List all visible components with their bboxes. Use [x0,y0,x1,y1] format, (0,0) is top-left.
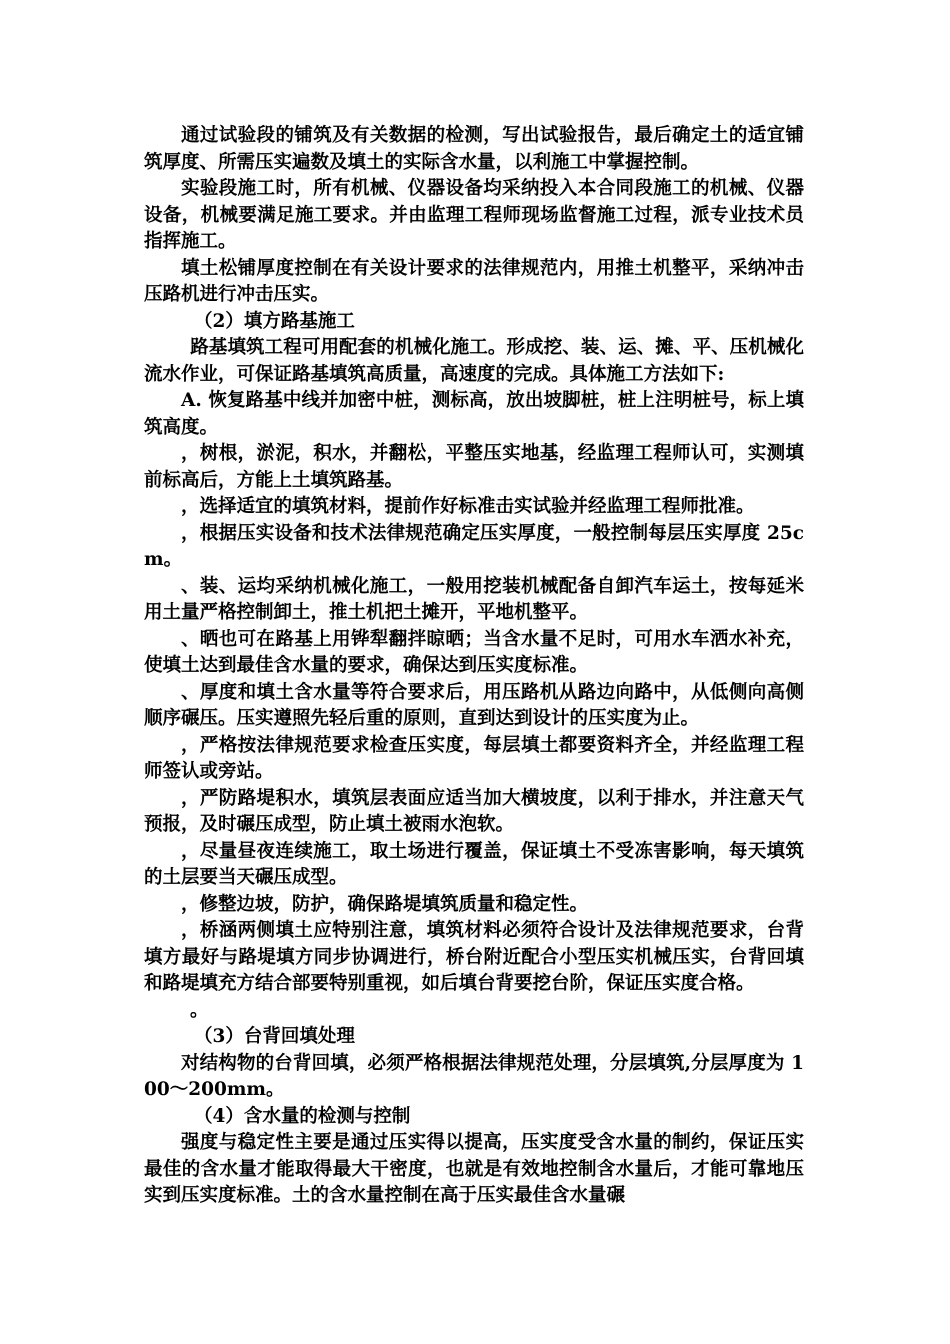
list-item-a-centerline: A. 恢复路基中线并加密中桩，测标高，放出坡脚桩，桩上注明桩号，标上填筑高度。 [144,390,804,438]
list-item-drying-moisture: 、晒也可在路基上用铧犁翻拌晾晒；当含水量不足时，可用水车洒水补充，使填土达到最佳含水量的要求，确保达到压实度标准。 [144,628,804,676]
list-item-compaction-check: ，严格按法律规范要求检查压实度，每层填土都要资料齐全，并经监理工程师签认或旁站。 [144,734,804,782]
list-item-continuous-work: ，尽量昼夜连续施工，取土场进行覆盖，保证填土不受冻害影响，每天填筑的土层要当天碾压成型。 [144,840,804,888]
paragraph-abutment-layers: 对结构物的台背回填，必须严格根据法律规范处理，分层填筑,分层厚度为 100～200mm。 [144,1052,804,1100]
document-body [144,123,804,1210]
paragraph-test-section-equipment: 实验段施工时，所有机械、仪器设备均采纳投入本合同段施工的机械、仪器设备，机械要满足施工要求。并由监理工程师现场监督施工过程，派专业技术员指挥施工。 [144,178,804,252]
list-item-foundation-clearing: ，树根，淤泥，积水，并翻松，平整压实地基，经监理工程师认可，实测填前标高后，方能上土填筑路基。 [144,443,804,491]
list-item-slope-trimming: ，修整边坡，防护，确保路堤填筑质量和稳定性。 [181,893,589,915]
paragraph-moisture-density: 强度与稳定性主要是通过压实得以提高，压实度受含水量的制约，保证压实最佳的含水量才能取得最大干密度，也就是有效地控制含水量后，才能可靠地压实到压实度标准。土的含水量控制在高于压实最佳含水量碾 [144,1132,804,1206]
list-item-compaction-thickness: ，根据压实设备和技术法律规范确定压实厚度，一般控制每层压实厚度 25cm。 [144,522,804,570]
heading-abutment-backfill: （3）台背回填处理 [194,1026,355,1047]
heading-fill-subgrade: （2）填方路基施工 [194,310,355,332]
list-item-bridge-backfill: ，桥涵两侧填土应特别注意，填筑材料必须符合设计及法律规范要求，台背填方最好与路堤填方同步协调进行，桥台附近配合小型压实机械压实，台背回填和路堤填充方结合部要特别重视，如后填台背要挖台阶，保证压实度合格。 [144,920,804,994]
stray-period: 。 [190,999,209,1021]
list-item-rolling-sequence: 、厚度和填土含水量等符合要求后，用压路机从路边向路中，从低侧向高侧顺序碾压。压实遵照先轻后重的原则，直到达到设计的压实度为止。 [144,681,804,729]
list-item-fill-material: ，选择适宜的填筑材料，提前作好标准击实试验并经监理工程师批准。 [181,496,755,517]
paragraph-test-section-report: 通过试验段的铺筑及有关数据的检测，写出试验报告，最后确定土的适宜铺筑厚度、所需压实遍数及填土的实际含水量，以利施工中掌握控制。 [144,125,804,173]
list-item-water-prevention: ，严防路堤积水，填筑层表面应适当加大横坡度，以利于排水，并注意天气预报，及时碾压成型，防止填土被雨水泡软。 [144,787,804,835]
list-item-loading-transport: 、装、运均采纳机械化施工，一般用挖装机械配备自卸汽车运土，按每延米用土量严格控制卸土，推土机把土摊开，平地机整平。 [144,575,804,623]
paragraph-loose-thickness: 填土松铺厚度控制在有关设计要求的法律规范内，用推土机整平，采纳冲击压路机进行冲击压实。 [144,257,804,305]
paragraph-mechanized-construction: 路基填筑工程可用配套的机械化施工。形成挖、装、运、摊、平、压机械化流水作业，可保证路基填筑高质量，高速度的完成。具体施工方法如下: [144,337,804,385]
heading-moisture-control: （4）含水量的检测与控制 [194,1105,411,1127]
